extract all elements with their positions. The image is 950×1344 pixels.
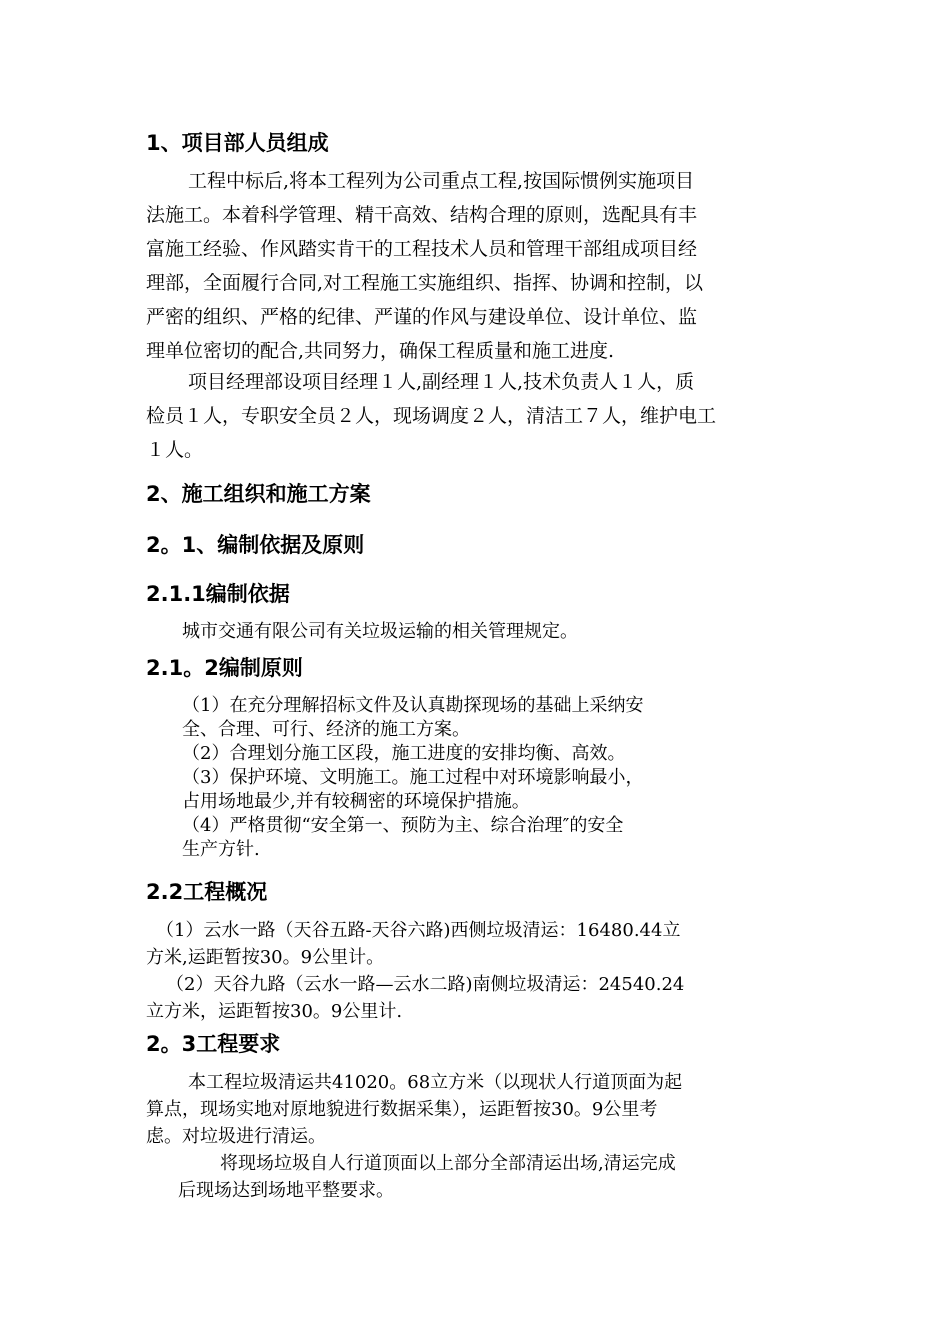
paragraph-staff-composition xyxy=(146,365,808,467)
heading-construction-plan: 2、施工组织和施工方案 xyxy=(146,482,371,506)
text-line: 工程中标后,将本工程列为公司重点工程,按国际惯例实施项目 xyxy=(188,170,695,192)
list-principles xyxy=(182,694,844,862)
text-line: 检员１人，专职安全员２人，现场调度２人，清洁工７人，维护电工 xyxy=(146,405,717,427)
text-line: 将现场垃圾自人行道顶面以上部分全部清运出场,清运完成 xyxy=(220,1153,676,1174)
list-item: （2）天谷九路（云水一路—云水二路)南侧垃圾清运：24540.24 xyxy=(166,974,685,995)
list-item: 生产方针. xyxy=(182,839,260,860)
text-line: 项目经理部设项目经理１人,副经理１人,技术负责人１人，质 xyxy=(188,371,695,393)
list-item: 立方米，运距暂按30。9公里计. xyxy=(146,1001,403,1022)
heading-project-staff: 1、项目部人员组成 xyxy=(146,131,329,155)
text-line: 富施工经验、作风踏实肯干的工程技术人员和管理干部组成项目经 xyxy=(146,238,698,260)
text-line: 后现场达到场地平整要求。 xyxy=(178,1180,394,1201)
paragraph-project-intro xyxy=(146,164,808,368)
list-item: （2）合理划分施工区段，施工进度的安排均衡、高效。 xyxy=(182,743,626,764)
paragraph-basis xyxy=(182,620,844,644)
text-line: 虑。对垃圾进行清运。 xyxy=(146,1126,326,1147)
list-item: （1）云水一路（天谷五路-天谷六路)西侧垃圾清运：16480.44立 xyxy=(156,920,681,941)
list-item: 全、合理、可行、经济的施工方案。 xyxy=(182,719,470,740)
heading-project-overview: 2.2工程概况 xyxy=(146,880,268,904)
list-item: （1）在充分理解招标文件及认真勘探现场的基础上采纳安 xyxy=(182,695,644,716)
text-line: 严密的组织、严格的纪律、严谨的作风与建设单位、设计单位、监 xyxy=(146,306,698,328)
list-item: 方米,运距暂按30。9公里计。 xyxy=(146,947,385,968)
text-line: 法施工。本着科学管理、精干高效、结构合理的原则，选配具有丰 xyxy=(146,204,698,226)
heading-basis-principles: 2。1、编制依据及原则 xyxy=(146,533,365,557)
list-item: （4）严格贯彻“安全第一、预防为主、综合治理″的安全 xyxy=(182,815,624,836)
text-line: 城市交通有限公司有关垃圾运输的相关管理规定。 xyxy=(182,621,578,642)
list-item: 占用场地最少,并有较稠密的环境保护措施。 xyxy=(182,791,530,812)
list-project-overview xyxy=(146,917,808,1025)
text-line: 算点，现场实地对原地貌进行数据采集），运距暂按30。9公里考 xyxy=(146,1099,658,1120)
heading-basis: 2.1.1编制依据 xyxy=(146,582,290,606)
heading-project-requirements: 2。3工程要求 xyxy=(146,1032,281,1056)
list-item: （3）保护环境、文明施工。施工过程中对环境影响最小， xyxy=(182,767,644,788)
paragraph-project-requirements xyxy=(146,1069,808,1204)
text-line: １人。 xyxy=(146,439,204,461)
text-line: 本工程垃圾清运共41020。68立方米（以现状人行道顶面为起 xyxy=(188,1072,683,1093)
heading-principles: 2.1。2编制原则 xyxy=(146,656,303,680)
text-line: 理部，全面履行合同,对工程施工实施组织、指挥、协调和控制，以 xyxy=(146,272,704,294)
text-line: 理单位密切的配合,共同努力，确保工程质量和施工进度. xyxy=(146,340,615,362)
